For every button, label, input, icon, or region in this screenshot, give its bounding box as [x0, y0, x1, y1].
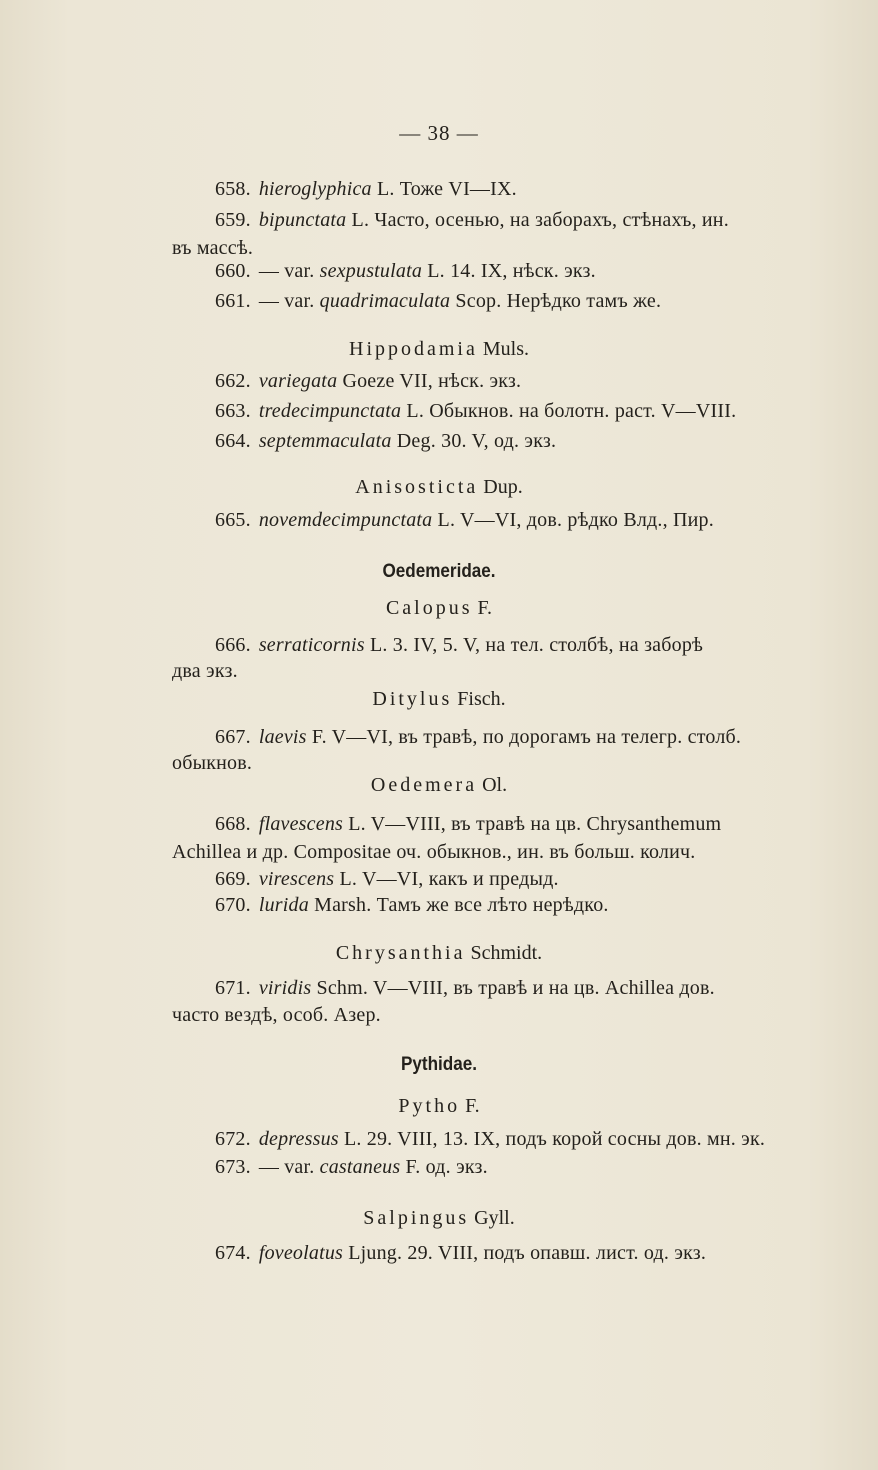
genus-heading	[0, 474, 878, 500]
entry-details: Goeze VII, нѣск. экз.	[337, 370, 522, 392]
genus-author: Muls.	[482, 338, 529, 360]
species-name: sexpustulata	[319, 260, 423, 282]
species-entry	[215, 1240, 706, 1266]
entry-number: 667.	[215, 726, 251, 748]
entry-number: 659.	[215, 209, 251, 231]
species-entry	[215, 975, 715, 1001]
species-name: depressus	[258, 1128, 339, 1150]
entry-continuation: обыкнов.	[172, 752, 253, 774]
genus-name: Ditylus	[372, 688, 453, 710]
entry-number: 660.	[215, 260, 251, 282]
entry-details: L. V—VI, дов. рѣдко Влд., Пир.	[432, 509, 714, 531]
variety-prefix: — var.	[258, 1156, 320, 1178]
genus-heading	[0, 1205, 878, 1231]
entry-details: L. V—VI, какъ и предыд.	[334, 868, 559, 890]
entry-continuation: часто вездѣ, особ. Азер.	[172, 1004, 381, 1026]
family-heading: Oedemeridae.	[382, 561, 496, 582]
species-entry	[215, 1126, 765, 1152]
entry-details: F. V—VI, въ травѣ, по дорогамъ на телегр. столб.	[306, 726, 742, 748]
entry-details: Deg. 30. V, од. экз.	[391, 430, 557, 452]
genus-name: Hippodamia	[349, 338, 478, 360]
species-name: tredecimpunctata	[258, 400, 402, 422]
family-heading: Pythidae.	[400, 1054, 478, 1075]
genus-author: Fisch.	[457, 688, 506, 710]
entry-details: L. 14. IX, нѣск. экз.	[422, 260, 596, 282]
species-name: laevis	[258, 726, 307, 748]
entry-details: Scop. Нерѣдко тамъ же.	[450, 290, 662, 312]
entry-details: L. 3. IV, 5. V, на тел. столбѣ, на заборѣ	[364, 634, 704, 656]
entry-continuation: Achillea и др. Compositae оч. обыкнов., ин. въ больш. колич.	[172, 841, 696, 863]
entry-number: 668.	[215, 813, 251, 835]
species-entry	[215, 1154, 488, 1180]
variety-prefix: — var.	[258, 260, 320, 282]
species-entry	[215, 368, 521, 394]
species-name: viridis	[258, 977, 312, 999]
species-name: lurida	[258, 894, 309, 916]
genus-heading	[0, 772, 878, 798]
genus-heading	[0, 686, 878, 712]
entry-number: 672.	[215, 1128, 251, 1150]
species-name: foveolatus	[258, 1242, 344, 1264]
species-entry	[215, 288, 661, 314]
species-name: novemdecimpunctata	[258, 509, 433, 531]
species-entry	[215, 398, 736, 424]
entry-number: 670.	[215, 894, 251, 916]
entry-details: Ljung. 29. VIII, подъ опавш. лист. од. экз.	[343, 1242, 707, 1264]
species-name: variegata	[258, 370, 338, 392]
species-name: bipunctata	[258, 209, 347, 231]
entry-continuation: два экз.	[172, 660, 238, 682]
species-entry	[215, 632, 703, 658]
genus-name: Oedemera	[370, 774, 478, 796]
entry-number: 673.	[215, 1156, 251, 1178]
entry-number: 666.	[215, 634, 251, 656]
entry-number: 674.	[215, 1242, 251, 1264]
species-entry	[215, 207, 729, 233]
genus-name: Calopus	[385, 597, 473, 619]
genus-name: Salpingus	[363, 1207, 470, 1229]
species-entry	[215, 724, 741, 750]
genus-author: F.	[465, 1095, 480, 1117]
entry-number: 661.	[215, 290, 251, 312]
species-entry	[215, 892, 609, 918]
entry-details: L. 29. VIII, 13. IX, подъ корой сосны дов. мн. эк.	[338, 1128, 766, 1150]
species-name: virescens	[258, 868, 335, 890]
genus-name: Pytho	[398, 1095, 461, 1117]
entry-details: Marsh. Тамъ же все лѣто нерѣдко.	[308, 894, 609, 916]
entry-details: F. од. экз.	[400, 1156, 488, 1178]
species-name: serraticornis	[258, 634, 365, 656]
genus-author: F.	[477, 597, 493, 619]
species-entry	[215, 507, 714, 533]
genus-heading	[0, 1093, 878, 1119]
entry-number: 664.	[215, 430, 251, 452]
entry-details: L. Обыкнов. на болотн. раст. V—VIII.	[401, 400, 737, 422]
genus-author: Gyll.	[474, 1207, 515, 1229]
entry-number: 669.	[215, 868, 251, 890]
variety-prefix: — var.	[258, 290, 320, 312]
species-name: flavescens	[258, 813, 343, 835]
entry-number: 665.	[215, 509, 251, 531]
species-entry	[215, 258, 596, 284]
species-name: quadrimaculata	[319, 290, 451, 312]
entry-details: L. Тоже VI—IX.	[371, 178, 517, 200]
entry-details: Schm. V—VIII, въ травѣ и на цв. Achillea дов.	[311, 977, 715, 999]
genus-heading	[0, 940, 878, 966]
entry-details: L. V—VIII, въ травѣ на цв. Chrysanthemum	[343, 813, 722, 835]
entry-number: 671.	[215, 977, 251, 999]
genus-author: Ol.	[482, 774, 508, 796]
genus-author: Schmidt.	[470, 942, 543, 964]
species-entry	[215, 811, 721, 837]
entry-details: L. Часто, осенью, на заборахъ, стѣнахъ, ин.	[346, 209, 729, 231]
entry-number: 662.	[215, 370, 251, 392]
genus-name: Anisosticta	[355, 476, 479, 498]
species-name: septemmaculata	[258, 430, 392, 452]
species-entry	[215, 866, 559, 892]
species-entry	[215, 428, 556, 454]
genus-name: Chrysanthia	[335, 942, 466, 964]
species-name: hieroglyphica	[258, 178, 372, 200]
entry-number: 658.	[215, 178, 251, 200]
species-name: castaneus	[319, 1156, 401, 1178]
genus-heading	[0, 595, 878, 621]
page-number: — 38 —	[399, 121, 479, 145]
genus-heading	[0, 336, 878, 362]
genus-author: Dup.	[483, 476, 523, 498]
entry-continuation: въ массѣ.	[172, 237, 254, 259]
species-entry	[215, 176, 517, 202]
entry-number: 663.	[215, 400, 251, 422]
